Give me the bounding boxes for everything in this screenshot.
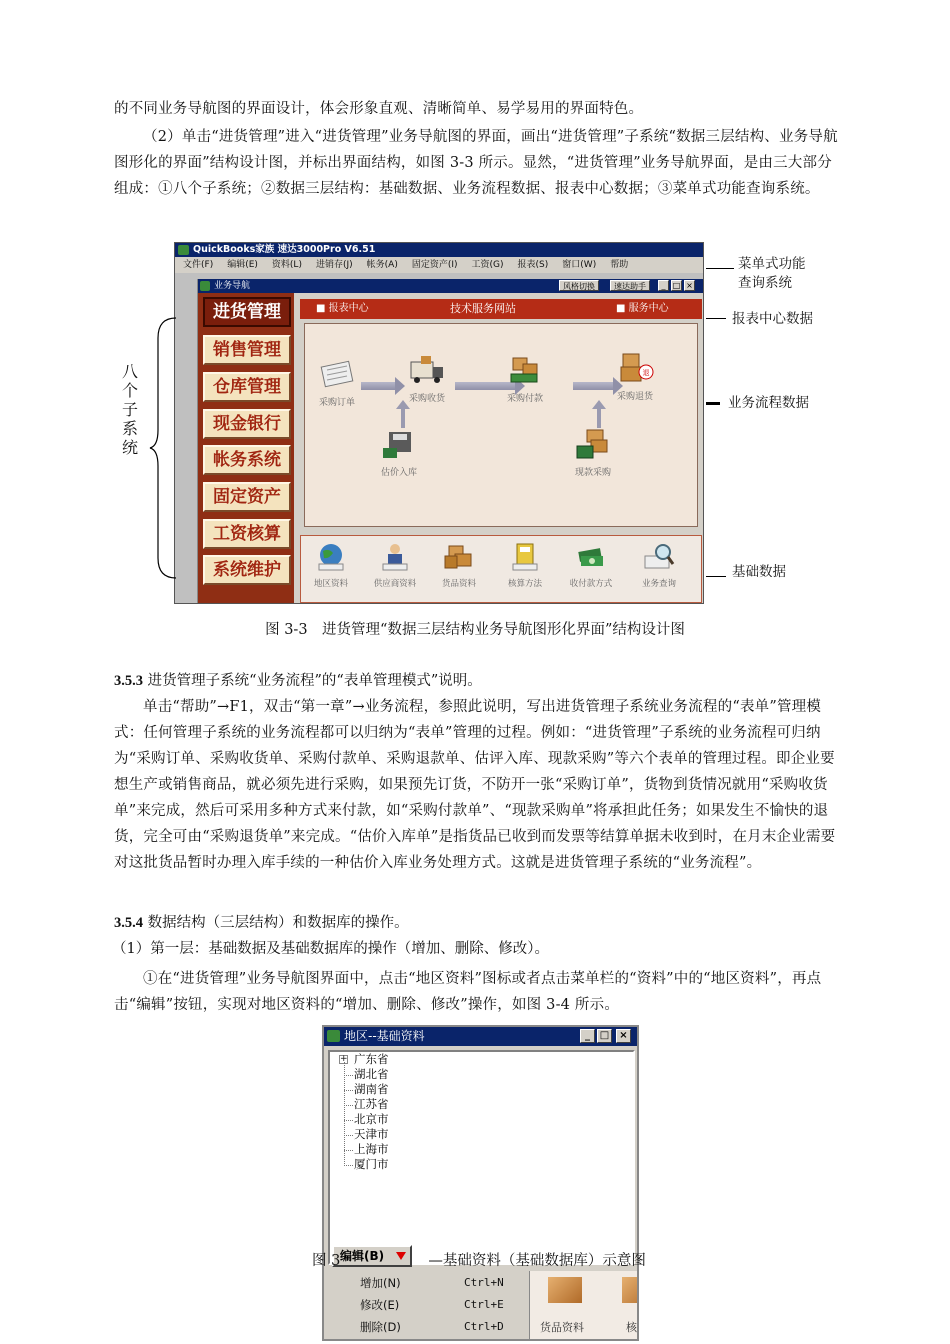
flow-label: 现款采购: [574, 468, 611, 478]
paragraph-form-mode: 单击“帮助”→F1，双击“第一章”→业务流程，参照此说明，写出进货管理子系统业务流程的“表单”管理模式：任何管理子系统的业务流程都可以归纳为“表单”管理的过程。例如：“进货管理”子系统的业务流程可归纳为“采购订单、采购收货单、采购付款单、采购退款单、估评入库、现款采购”等六个表单的管理过程。即企业要想生产或销售商品，就必须先进行采购，如果预先订货，不防开一张“采购订单”，货物到货情况就用“采购收货单”来完成，然后可采用多种方式来付款，如“采购付款单”、“现款采购单”将承担此任务；如果发生不愉快的退货，完全可由“采购退货单”来完成。“估价入库单”是指货品已收到而发票等结算单据未收到时，在月末企业需要对这批货品暂时办理入库手续的一种估价入库业务处理方式。这就是进货管理子系统的“业务流程”。: [114, 699, 836, 871]
menu-item-reports[interactable]: 报表(S): [517, 260, 549, 270]
base-item-region[interactable]: [303, 542, 359, 589]
paragraph-intro: 的不同业务导航图的界面设计，体会形象直观、清晰简单、易学易用的界面特色。: [114, 101, 644, 117]
menu-item-window[interactable]: 窗口(W): [562, 260, 597, 270]
close-icon[interactable]: ×: [684, 280, 695, 291]
dialog-icon: [327, 1030, 340, 1042]
tree-line: [344, 1120, 353, 1121]
flow-arrow-up: [401, 408, 405, 428]
tree-item-guangdong[interactable]: 广东省: [354, 1052, 389, 1066]
flow-label: 采购收货: [408, 394, 445, 404]
expand-plus-icon[interactable]: +: [340, 1054, 348, 1064]
annotation-flow-data: 业务流程数据: [728, 395, 809, 411]
paragraph-region-edit: ①在“进货管理”业务导航图界面中，点击“地区资料”图标或者点击菜单栏的“资料”中的“地区资料”，再点击“编辑”按钮，实现对地区资料的“增加、删除、修改”操作，如图 3-4 所示。: [114, 971, 822, 1013]
style-switch-button[interactable]: 风格切换: [559, 280, 599, 291]
sidebar-item-warehouse[interactable]: 仓库管理: [203, 372, 291, 402]
tree-item-jiangsu[interactable]: 江苏省: [354, 1097, 389, 1111]
business-flow-panel: [304, 323, 698, 527]
maximize-icon[interactable]: □: [597, 1029, 612, 1043]
base-label: 供应商资料: [373, 579, 417, 589]
flow-node-estimate-stock[interactable]: [367, 428, 431, 478]
supplier-icon: [379, 542, 411, 572]
annotation-base-data: 基础数据: [732, 564, 786, 580]
edit-button-label: 编辑(B): [340, 1249, 385, 1263]
sidebar-item-sales[interactable]: 销售管理: [203, 335, 291, 365]
menu-item-help[interactable]: 帮助: [610, 260, 629, 270]
helper-button[interactable]: 速达助手: [610, 280, 650, 291]
base-item-goods[interactable]: [431, 542, 487, 589]
section-title: 数据结构（三层结构）和数据库的操作。: [143, 915, 409, 931]
section-3-5-3-heading: [114, 668, 482, 694]
peek-goods-label: 货品资料: [540, 1321, 584, 1334]
peek-cut-label: 核: [626, 1321, 637, 1334]
goods-box-icon: [548, 1277, 582, 1303]
tree-line: [344, 1105, 353, 1106]
tree-line: [344, 1150, 353, 1151]
tree-item-hubei[interactable]: 湖北省: [354, 1067, 389, 1081]
menu-item-modify[interactable]: 修改(E): [360, 1298, 400, 1312]
cash-boxes-icon: [573, 428, 613, 460]
menu-bar: [175, 257, 703, 273]
boxes-money-icon: [505, 354, 545, 386]
magnifier-icon: [643, 542, 675, 572]
base-item-accounting-method[interactable]: [497, 542, 553, 589]
business-nav-window: [197, 279, 704, 604]
menu-item-add[interactable]: 增加(N): [360, 1276, 401, 1290]
section-number: 3.5.4: [114, 915, 143, 931]
sidebar-item-fixed-assets[interactable]: 固定资产: [203, 482, 291, 512]
figure-3-4-caption: [312, 1249, 646, 1270]
sidebar-item-payroll[interactable]: 工资核算: [203, 519, 291, 549]
annotation-line: [706, 402, 720, 405]
base-label: 货品资料: [441, 579, 476, 589]
tree-item-tianjin[interactable]: 天津市: [354, 1127, 389, 1141]
base-item-payment-method[interactable]: [563, 542, 619, 589]
svg-text:退: 退: [642, 369, 650, 377]
nav-window-icon: [200, 281, 210, 291]
base-label: 收付款方式: [569, 579, 613, 589]
register-icon: [379, 428, 419, 460]
tech-site-link[interactable]: 技术服务网站: [450, 302, 516, 315]
flow-label: 采购订单: [318, 398, 355, 408]
flow-node-purchase-pay[interactable]: [493, 354, 557, 404]
minimize-icon[interactable]: _: [580, 1029, 595, 1043]
base-item-business-query[interactable]: [631, 542, 687, 589]
report-center-link[interactable]: ■ 报表中心: [316, 303, 369, 314]
goods-icon: [443, 542, 475, 572]
minimize-icon[interactable]: _: [658, 280, 669, 291]
flow-arrow-up: [597, 408, 601, 428]
tree-line: [344, 1135, 353, 1136]
section-number: 3.5.3: [114, 673, 143, 689]
annotation-line: [706, 576, 726, 577]
flow-label: 估价入库: [380, 468, 417, 478]
menu-item-data[interactable]: 资料(L): [271, 260, 302, 270]
section-title: 进货管理子系统“业务流程”的“表单管理模式”说明。: [143, 673, 482, 689]
caption-prefix: 图 3: [312, 1253, 341, 1269]
nav-window-title: 业务导航: [214, 281, 251, 291]
flow-node-purchase-return[interactable]: [603, 352, 667, 402]
layer-1-heading: （1）第一层：基础数据及基础数据库的操作（增加、删除、修改）。: [112, 941, 549, 957]
menu-item-inventory[interactable]: 进销存(J): [315, 260, 353, 270]
background-window-peek: [530, 1271, 639, 1341]
calculator-icon: [509, 542, 541, 572]
base-label: 地区资料: [313, 579, 348, 589]
purchase-order-icon: [317, 358, 357, 390]
service-center-link[interactable]: ■ 服务中心: [616, 303, 669, 314]
sidebar-item-purchase[interactable]: 进货管理: [203, 297, 291, 327]
region-tree: [328, 1050, 635, 1265]
paragraph-step2: （2）单击“进货管理”进入“进货管理”业务导航图的界面，画出“进货管理”子系统“数据三层结构、业务导航图形化的界面”结构设计图，并标出界面结构，如图 3-3 所示。显然，“进货管理”业务导航界面，是由三大部分组成：①八个子系统；②数据三层结构：基础数据、业务流程数据、报表中心数据；③菜单式功能查询系统。: [114, 129, 838, 197]
base-label: 核算方法: [507, 579, 542, 589]
base-label: 业务查询: [641, 579, 676, 589]
shortcut-add: Ctrl+N: [464, 1276, 504, 1289]
shortcut-delete: Ctrl+D: [464, 1320, 504, 1333]
menu-item-fixed-assets[interactable]: 固定资产(I): [411, 260, 458, 270]
globe-icon: [315, 542, 347, 572]
sidebar-item-cash-bank[interactable]: 现金银行: [203, 409, 291, 439]
left-brace: [148, 316, 178, 580]
annotation-menu-query: 菜单式功能 查询系统: [738, 256, 806, 291]
tree-line: [344, 1075, 353, 1076]
tree-item-shanghai[interactable]: 上海市: [354, 1142, 389, 1156]
base-item-supplier[interactable]: [367, 542, 423, 589]
truck-icon: [407, 354, 447, 386]
caption-suffix: —基础资料（基础数据库）示意图: [428, 1253, 646, 1269]
app-title: QuickBooks家族 速达3000Pro V6.51: [193, 244, 376, 255]
flow-label: 采购退货: [616, 392, 653, 402]
nav-window-title-bar: [198, 279, 704, 293]
tree-item-xiamen[interactable]: 厦门市: [354, 1157, 389, 1171]
app-title-bar: [175, 243, 703, 257]
region-dialog-title: 地区--基础资料: [344, 1029, 425, 1043]
menu-item-delete[interactable]: 删除(D): [360, 1320, 401, 1334]
app-icon: [178, 245, 189, 255]
return-boxes-icon: [615, 352, 655, 384]
edit-dropdown-menu: [324, 1271, 530, 1341]
menu-item-edit[interactable]: 编辑(E): [227, 260, 258, 270]
section-3-5-4-heading: [114, 910, 409, 936]
base-data-bar: [300, 535, 702, 603]
maximize-icon[interactable]: □: [672, 281, 681, 290]
flow-node-purchase-order[interactable]: [305, 358, 369, 408]
region-dialog-title-bar: [324, 1027, 637, 1046]
flow-node-purchase-receive[interactable]: [395, 354, 459, 404]
figure-3-4-screenshot: [322, 1025, 639, 1341]
subsystem-sidebar: [198, 293, 294, 604]
close-icon[interactable]: ×: [616, 1029, 631, 1043]
tree-line: [344, 1090, 353, 1091]
shortcut-modify: Ctrl+E: [464, 1298, 504, 1311]
menu-item-accounts[interactable]: 帐务(A): [366, 260, 398, 270]
tree-item-hunan[interactable]: 湖南省: [354, 1082, 389, 1096]
annotation-line: [706, 268, 734, 269]
report-center-bar: [300, 299, 702, 319]
goods-box-icon: [622, 1277, 639, 1303]
sidebar-item-accounting[interactable]: 帐务系统: [203, 445, 291, 475]
payment-icon: [575, 542, 607, 572]
flow-label: 采购付款: [506, 394, 543, 404]
menu-item-file[interactable]: 文件(F): [183, 260, 214, 270]
tree-line: [344, 1165, 353, 1166]
annotation-eight-subsystems: 八个子系统: [121, 362, 138, 457]
menu-item-payroll[interactable]: 工资(G): [471, 260, 504, 270]
figure-3-3-caption: 图 3-3 进货管理“数据三层结构业务导航图形化界面”结构设计图: [265, 622, 685, 638]
tree-item-beijing[interactable]: 北京市: [354, 1112, 389, 1126]
annotation-report-data: 报表中心数据: [732, 311, 813, 327]
sidebar-item-maintenance[interactable]: 系统维护: [203, 555, 291, 585]
figure-3-3-screenshot: [174, 242, 704, 604]
annotation-line: [706, 318, 726, 319]
flow-node-cash-purchase[interactable]: [561, 428, 625, 478]
